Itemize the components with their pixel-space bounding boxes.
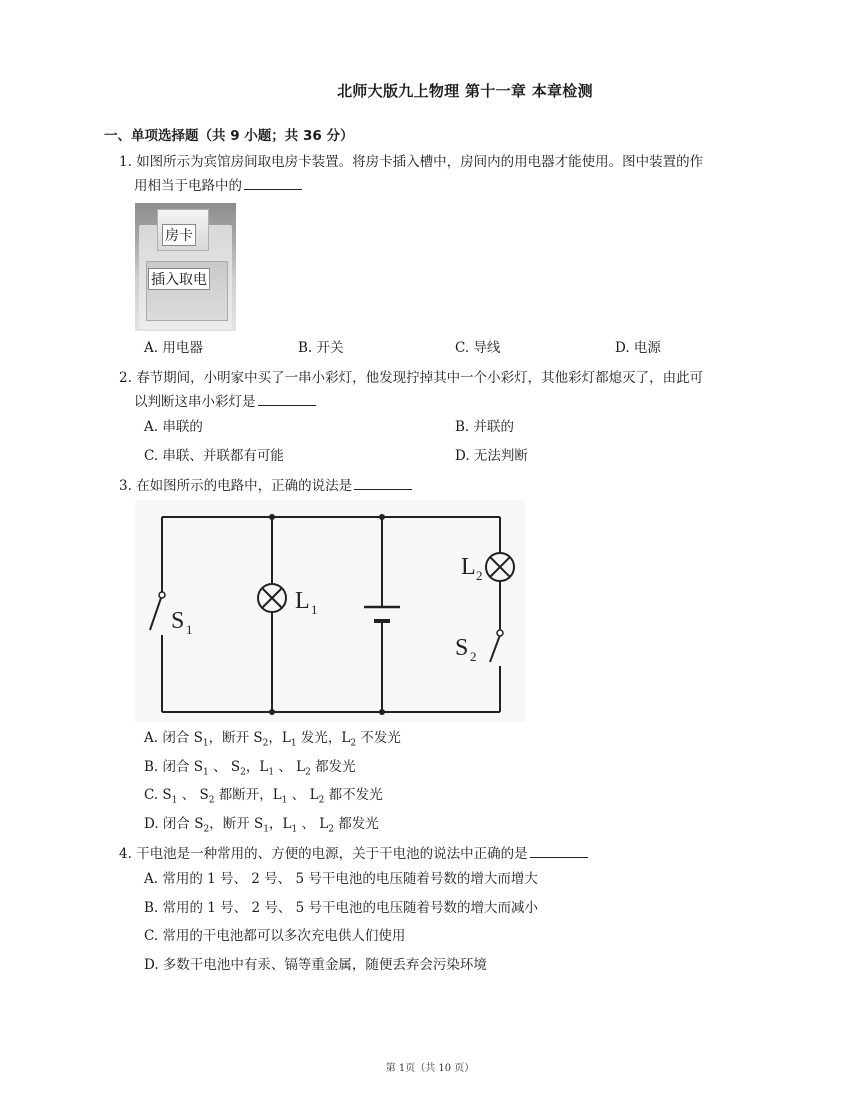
- junction-dot: [379, 514, 385, 520]
- q4-option-c[interactable]: C. 常用的干电池都可以多次充电供人们使用: [144, 928, 406, 944]
- question-text: 如图所示为宾馆房间取电房卡装置。将房卡插入槽中，房间内的用电器才能使用。图中装置的作: [136, 154, 704, 170]
- q2-option-d[interactable]: D. 无法判断: [455, 448, 528, 464]
- q4-option-a[interactable]: A. 常用的 1 号、 2 号、 5 号干电池的电压随着号数的增大而增大: [144, 871, 538, 887]
- insert-power-label: 插入取电: [148, 268, 210, 290]
- label-s2: S: [455, 635, 469, 661]
- junction-dot: [269, 514, 275, 520]
- switch-s1-contact: [159, 592, 165, 598]
- q3-option-d[interactable]: D. 闭合 $S_2$，断开 $S_1$，$L_1$ 、 $L_2$ 都发光: [144, 816, 379, 835]
- page-title: 北师大版九上物理 第十一章 本章检测: [337, 82, 593, 100]
- label-l2: L: [461, 554, 476, 580]
- answer-blank[interactable]: [244, 175, 302, 190]
- junction-dot: [269, 709, 275, 715]
- question-4-stem: [119, 842, 769, 866]
- question-1-stem: [119, 150, 769, 198]
- question-number: 4.: [119, 846, 132, 862]
- q4-option-b[interactable]: B. 常用的 1 号、 2 号、 5 号干电池的电压随着号数的增大而减小: [144, 900, 539, 916]
- label-l1: L: [295, 588, 310, 614]
- room-card-label: 房卡: [162, 224, 196, 246]
- page-footer: 第 1页（共 10 页）: [385, 1063, 475, 1074]
- question-text-line2: 以判断这串小彩灯是: [134, 394, 256, 410]
- question-3-stem: [119, 474, 769, 498]
- label-l1-sub: 1: [311, 602, 318, 617]
- label-s1: S: [171, 608, 185, 634]
- q4-option-d[interactable]: D. 多数干电池中有汞、镉等重金属，随便丢弃会污染环境: [144, 957, 487, 973]
- answer-blank[interactable]: [530, 843, 588, 858]
- answer-blank[interactable]: [258, 391, 316, 406]
- answer-blank[interactable]: [354, 475, 412, 490]
- q1-option-d[interactable]: D. 电源: [615, 340, 661, 356]
- question-number: 2.: [119, 370, 132, 386]
- label-s1-sub: 1: [186, 622, 193, 637]
- question-2-stem: [119, 366, 769, 414]
- question-text-line2: 用相当于电路中的: [134, 178, 242, 194]
- q3-option-c[interactable]: C. $S_1$ 、 $S_2$ 都断开，$L_1$ 、 $L_2$ 都不发光: [144, 787, 383, 806]
- label-s2-sub: 2: [470, 649, 477, 664]
- question-text: 干电池是一种常用的、方便的电源，关于干电池的说法中正确的是: [136, 846, 528, 862]
- question-number: 1.: [119, 154, 132, 170]
- question-text: 春节期间，小明家中买了一串小彩灯，他发现拧掉其中一个小彩灯，其他彩灯都熄灭了，由此可: [136, 370, 704, 386]
- q1-option-b[interactable]: B. 开关: [298, 340, 344, 356]
- label-l2-sub: 2: [476, 568, 483, 583]
- section-heading: 一、单项选择题（共 9 小题；共 36 分）: [104, 128, 354, 144]
- q3-option-b[interactable]: B. 闭合 $S_1$ 、 $S_2$，$L_1$ 、 $L_2$ 都发光: [144, 759, 356, 778]
- q3-option-a[interactable]: A. 闭合 $S_1$，断开 $S_2$，$L_1$ 发光，$L_2$ 不发光: [144, 730, 401, 749]
- diagram-background: [135, 500, 525, 722]
- room-card-photo: [135, 203, 236, 331]
- circuit-diagram: [135, 500, 525, 722]
- junction-dot: [379, 709, 385, 715]
- question-text: 在如图所示的电路中，正确的说法是: [136, 478, 353, 494]
- q2-option-c[interactable]: C. 串联、并联都有可能: [144, 448, 284, 464]
- q1-option-c[interactable]: C. 导线: [455, 340, 501, 356]
- switch-s2-contact: [497, 630, 503, 636]
- question-number: 3.: [119, 478, 132, 494]
- q2-option-a[interactable]: A. 串联的: [144, 419, 203, 435]
- q2-option-b[interactable]: B. 并联的: [455, 419, 515, 435]
- q1-option-a[interactable]: A. 用电器: [144, 340, 203, 356]
